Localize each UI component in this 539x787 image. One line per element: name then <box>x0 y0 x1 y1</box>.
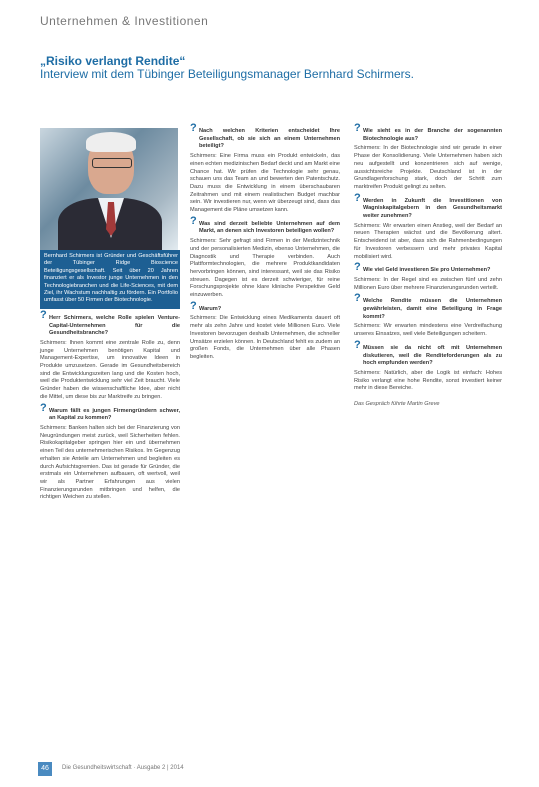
question-mark-icon: ? <box>190 214 197 227</box>
question-mark-icon: ? <box>190 299 197 312</box>
answer: Schirmers: Banken halten sich bei der Finanzierung von Neugründungen meist zurück, weil Sicherheiten fehlen. Risikokapitalgeber springen hier ein und übernehmen einen Teil des unternehmerischen Risikos. Im Gegenzug erhalten sie Anteile am Unternehmen und begleiten es durch Aufsichtsgremien. Das ist gerade für Gründer, die erstmals ein Unternehmen aufbauen, oft wertvoll, weil wir als Partner Erfahrungen aus vielen Finanzierungsrunden mitbringen und helfen, die richtigen Weichen zu stellen. <box>40 424 180 501</box>
qa-block <box>40 401 180 502</box>
question-mark-icon: ? <box>354 261 361 274</box>
qa-block <box>40 308 180 402</box>
qa-block <box>354 292 502 339</box>
column-3 <box>354 122 502 409</box>
qa-block <box>354 122 502 192</box>
question: ? Warum? <box>190 299 222 312</box>
question: ? Welche Rendite müssen die Unternehmen gewährleisten, damit eine Beteiligung in Frage kommt? <box>354 292 502 320</box>
answer: Schirmers: Eine Firma muss ein Produkt entwickeln, das einen echten medizinischen Bedarf deckt und am Markt eine Chance hat. Wir prüfen die Technologie sehr genau, schauen uns das Team an und bewerten den Patentschutz. Dazu muss die Entwicklung in einem überschaubaren Zeitrahmen und mit einem realistischen Budget machbar sein. Wir investieren nur, wenn wir überzeugt sind, dass das Management die Pläne umsetzen kann. <box>190 153 340 214</box>
question: ? Wie viel Geld investieren Sie pro Unternehmen? <box>354 261 491 274</box>
qa-block <box>354 338 502 393</box>
answer: Schirmers: In der Regel sind es zwischen fünf und zehn Millionen Euro über mehrere Finanzierungsrunden verteilt. <box>354 276 502 291</box>
answer: Schirmers: Wir erwarten mindestens eine Verdreifachung unseres Einsatzes, weil viele Beteiligungen scheitern. <box>354 323 502 338</box>
publication-line: Die Gesundheitswirtschaft · Ausgabe 2 | 2014 <box>62 765 184 771</box>
answer: Schirmers: In der Biotechnologie sind wir gerade in einer Phase der Konsolidierung. Viele Unternehmen haben sich neu aufgestellt und konzentrieren sich auf wenige, aussichtsreiche Projekte. Deutschland ist in der Grundlagenforschung stark, doch der Schritt zum marktreifen Produkt gelingt zu selten. <box>354 145 502 190</box>
answer: Schirmers: Natürlich, aber die Logik ist einfach: Hohes Risiko verlangt eine hohe Rendite, sonst investiert keiner mehr in diese Bereiche. <box>354 369 502 392</box>
question: ? Werden in Zukunft die Investitionen von Wagniskapitalgebern in den Gesundheitsmarkt weiter zunehmen? <box>354 191 502 220</box>
question-mark-icon: ? <box>354 191 361 204</box>
answer: Schirmers: Sehr gefragt sind Firmen in der Medizintechnik und der personalisierten Medizin, ebenso Unternehmen, die Diagnostik und Therapie verbinden. Auch Plattformtechnologien, die mehrere Produktkandidaten hervorbringen können, sind interessant, weil sie das Risiko streuen. Dagegen ist es derzeit schwieriger, für reine Forschungsprojekte ohne klare klinische Perspektive Geld einzuwerben. <box>190 238 340 299</box>
article-headline <box>40 55 510 81</box>
headline-subtitle: Interview mit dem Tübinger Beteiligungsmanager Bernhard Schirmers. <box>40 67 414 81</box>
question: ? Wie sieht es in der Branche der sogenannten Biotechnologie aus? <box>354 122 502 142</box>
qa-block <box>190 299 340 362</box>
question-mark-icon: ? <box>40 401 47 414</box>
question-mark-icon: ? <box>354 122 361 134</box>
question: ? Warum fällt es jungen Firmengründern schwer, an Kapital zu kommen? <box>40 401 180 422</box>
question: ? Herr Schirmers, welche Rolle spielen Venture-Capital-Unternehmen für die Gesundheitsbranche? <box>40 308 180 337</box>
qa-block <box>354 191 502 262</box>
photo-caption: Bernhard Schirmers ist Gründer und Geschäftsführer der Tübinger Ridge Bioscience Beteiligungsgesellschaft. Seit über 20 Jahren finanziert er als Investor junge Unternehmen in den Technologiebranchen und die Life-Sciences, mit dem Ziel, ihr Wachstum nachhaltig zu fördern. Ein Portfolio umfasst über 50 Firmen der Biotechnologie. <box>40 250 180 309</box>
question: ? Müssen sie da nicht oft mit Unternehmen diskutieren, weil die Renditeforderungen als zu hoch empfunden werden? <box>354 338 502 367</box>
section-title: Unternehmen & Investitionen <box>40 14 209 28</box>
answer: Schirmers: Die Entwicklung eines Medikaments dauert oft mehr als zehn Jahre und kostet viele Millionen Euro. Viele Investoren bevorzugen deshalb Unternehmen, die schneller Umsätze erzielen können. In Deutschland fehlt es zudem an großen Fonds, die Unternehmen über alle Phasen begleiten. <box>190 315 340 360</box>
page-number: 46 <box>38 762 52 776</box>
answer: Schirmers: Ihnen kommt eine zentrale Rolle zu, denn junge Unternehmen benötigen Kapital und Management-Expertise, um innovative Ideen in Produkte umzusetzen. Gerade im Gesundheitsbereich sind die Entwicklungszeiten lang und die Kosten hoch, weil die Produktentwicklung sehr viel Zeit braucht. Viele Gründer haben die wissenschaftliche Idee, aber nicht die Mittel, um diese bis zur Marktreife zu bringen. <box>40 339 180 400</box>
page-footer <box>0 760 539 778</box>
question: ? Was sind derzeit beliebte Unternehmen auf dem Markt, an denen sich Investoren beteiligen wollen? <box>190 214 340 235</box>
qa-block <box>354 261 502 292</box>
question: ? Nach welchen Kriterien entscheidet Ihre Gesellschaft, ob sie sich an einem Unternehmen beteiligt? <box>190 122 340 150</box>
headline-title: „Risiko verlangt Rendite“ <box>40 54 186 68</box>
column-2 <box>190 122 340 362</box>
interview-signature: Das Gespräch führte Martin Greve <box>354 401 440 408</box>
qa-block <box>190 214 340 300</box>
column-1 <box>40 128 180 502</box>
question-mark-icon: ? <box>190 122 197 134</box>
question-mark-icon: ? <box>354 338 361 351</box>
answer: Schirmers: Wir erwarten einen Anstieg, weil der Bedarf an neuen Therapien wächst und die Bevölkerung altert. Entscheidend ist aber, dass sich die Rahmenbedingungen für Investoren verbessern und mehr privates Kapital mobilisiert wird. <box>354 222 502 260</box>
question-mark-icon: ? <box>40 308 47 321</box>
qa-block <box>190 122 340 215</box>
question-mark-icon: ? <box>354 292 361 305</box>
portrait-photo <box>40 128 178 250</box>
